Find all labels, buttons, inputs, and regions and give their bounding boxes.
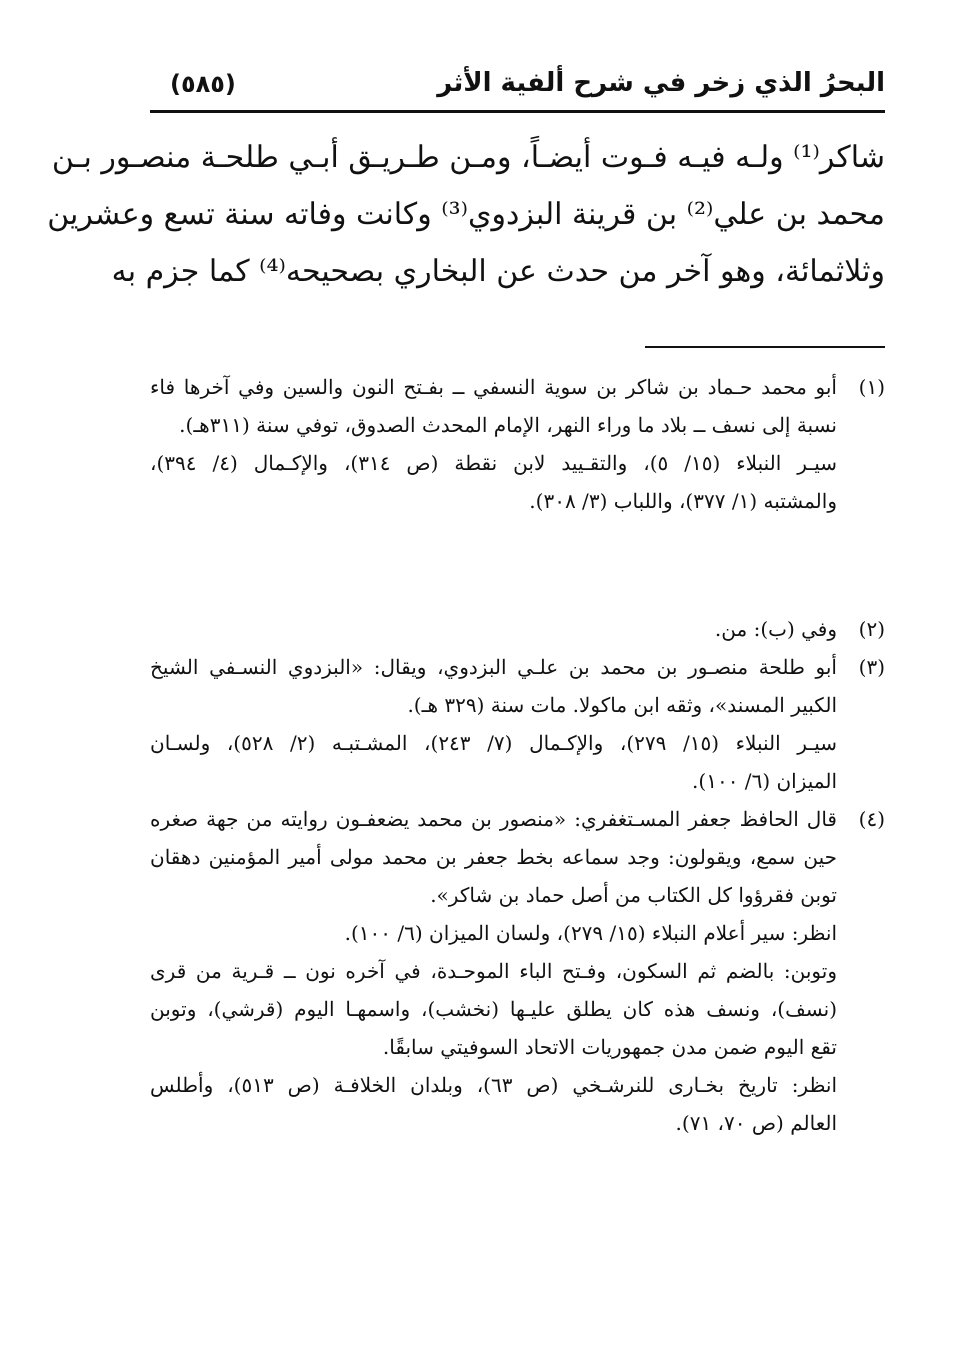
footnote-line: تقع اليوم ضمن مدن جمهوريات الاتحاد السوفيتي سابقًا. xyxy=(382,1035,837,1059)
running-title: البحرُ الذي زخر في شرح ألفية الأثر xyxy=(437,68,885,98)
footnote-line: قال الحافظ جعفر المسـتغفري: «منصور بن محمد يضعفـون روايته من جهة صغره xyxy=(150,807,837,831)
footnote-line: أبو طلحة منصـور بن محمد بن علـي البزدوي، ويقال: «البزدوي النسـفي الشيخ xyxy=(150,655,837,679)
main-text xyxy=(47,129,885,300)
footnote-line: وتوبن: بالضم ثم السكون، وفـتح الباء الموحـدة، في آخره نون ــ قـرية من قرى xyxy=(150,959,837,983)
footnote-line: والمشتبه (١/ ٣٧٧)، واللباب (٣/ ٣٠٨). xyxy=(529,489,837,513)
footnote-line: سيـر النبلاء (١٥/ ٥)، والتقـييد لابن نقطة (ص ٣١٤)، والإكـمال (٤/ ٣٩٤)، xyxy=(150,451,837,475)
footnote-line: (نسف)، ونسف هذه كان يطلق عليـها (نخشب)، واسمهـا اليوم (قرشي)، وتوبن xyxy=(150,997,837,1021)
footnote-separator xyxy=(645,346,885,348)
footnote-line: انظر: سير أعلام النبلاء (١٥/ ٢٧٩)، ولسان الميزان (٦/ ١٠٠). xyxy=(344,921,837,945)
footnote-line: سيـر النبلاء (١٥/ ٢٧٩)، والإكـمال (٧/ ٢٤٣)، المشـتبـه (٢/ ٥٢٨)، ولسـان xyxy=(150,731,837,755)
footnote-line: أبو محمد حـماد بن شاكر بن سوية النسفي ــ بفـتح النون والسين وفي آخرها فاء xyxy=(150,375,837,399)
footnote-3 xyxy=(150,648,885,800)
footnote-number: (٢) xyxy=(858,617,885,641)
page-number: (٥٨٥) xyxy=(170,70,236,98)
footnote-number: (٤) xyxy=(858,807,885,831)
document-page xyxy=(47,62,885,1142)
footnote-line: نسبة إلى نسف ــ بلاد ما وراء النهر، الإمام المحدث الصدوق، توفي سنة (٣١١هـ). xyxy=(179,413,837,437)
footnote-4 xyxy=(150,800,885,1142)
footnote-2 xyxy=(150,610,885,648)
footnote-line: وفي (ب): من. xyxy=(714,617,837,641)
page-header xyxy=(150,62,885,113)
footnote-number: (١) xyxy=(858,375,885,399)
main-text-line: محمد بن علي⁽²⁾ بن قرينة البزدوي⁽³⁾ وكانت وفاته سنة تسع وعشرين xyxy=(47,197,885,232)
footnote-line: توبن فقرؤوا كل الكتاب من أصل حماد بن شاكر». xyxy=(430,883,837,907)
footnote-line: العالم (ص ٧٠، ٧١). xyxy=(675,1111,837,1135)
footnote-number: (٣) xyxy=(858,655,885,679)
main-text-line: وثلاثمائة، وهو آخر من حدث عن البخاري بصحيحه⁽⁴⁾ كما جزم به xyxy=(111,254,885,289)
main-text-line: شاكر⁽¹⁾ ولـه فيـه فـوت أيضـاً، ومـن طـريـق أبـي طلحـة منصـور بـن xyxy=(51,140,885,175)
footnote-line: انظر: تاريخ بخـارى للنرشـخي (ص ٦٣)، وبلدان الخلافـة (ص ٥١٣)، وأطلس xyxy=(150,1073,837,1097)
footnote-line: حين سمع، ويقولون: وجد سماعه بخط جعفر بن محمد مولى أمير المؤمنين دهقان xyxy=(150,845,837,869)
footnote-line: الميزان (٦/ ١٠٠). xyxy=(692,769,837,793)
footnote-line: الكبير المسند»، وثقه ابن ماكولا. مات سنة (٣٢٩ هـ). xyxy=(407,693,837,717)
footnotes xyxy=(150,368,885,1142)
footnote-1 xyxy=(150,368,885,520)
